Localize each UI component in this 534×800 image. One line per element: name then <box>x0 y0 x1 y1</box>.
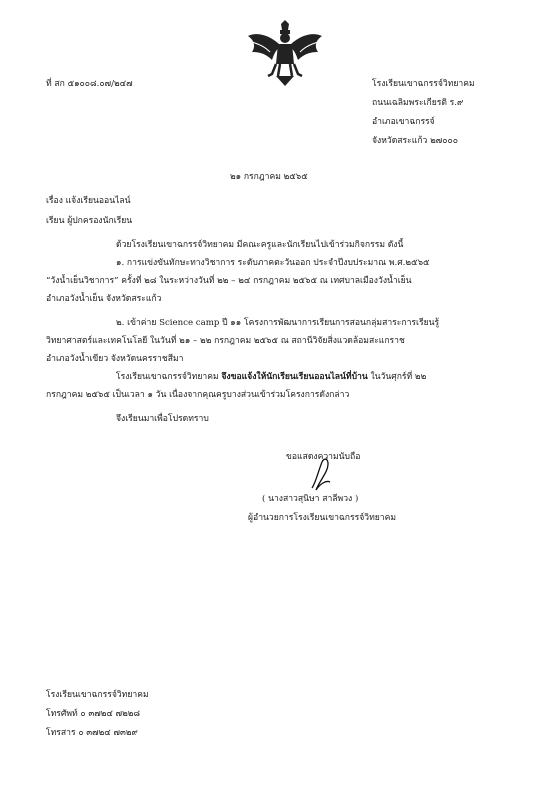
notice-line <box>116 372 426 383</box>
signature-mark <box>306 452 340 496</box>
signatory-name: ( นางสาวสุนิษา สาลีพวง ) <box>262 494 359 504</box>
reference-number: ที่ สก ๕๑๐๐๘.๐๗/๒๔๗ <box>46 79 133 89</box>
item2-line: ๒. เข้าค่าย Science camp ปี ๑๑ โครงการพัฒนาการเรียนการสอนกลุ่มสาระการเรียนรู้ <box>116 318 440 328</box>
closing-line: จึงเรียนมาเพื่อโปรดทราบ <box>116 414 209 424</box>
address-line: จังหวัดสระแก้ว ๒๗๐๐๐ <box>372 136 458 146</box>
notice-emphasis: จึงขอแจ้งให้นักเรียนเรียนออนไลน์ที่บ้าน <box>221 372 368 382</box>
address-line: ถนนเฉลิมพระเกียรติ ร.๙ <box>372 98 464 108</box>
item1-line: “วังน้ำเย็นวิชาการ” ครั้งที่ ๒๘ ในระหว่างวันที่ ๒๒ – ๒๔ กรกฎาคม ๒๕๖๕ ณ เทศบาลเมืองวังน้ำเย็น <box>46 276 412 286</box>
garuda-emblem-icon <box>246 20 324 88</box>
item2-line: วิทยาศาสตร์และเทคโนโลยี ในวันที่ ๒๑ – ๒๒ กรกฎาคม ๒๕๖๕ ณ สถานีวิจัยสิ่งแวดล้อมสะแกราช <box>46 336 405 346</box>
signatory-position: ผู้อำนวยการโรงเรียนเขาฉกรรจ์วิทยาคม <box>248 513 397 523</box>
notice-text: โรงเรียนเขาฉกรรจ์วิทยาคม <box>116 372 222 382</box>
notice-text: ในวันศุกร์ที่ ๒๒ <box>367 372 427 382</box>
footer-phone: โทรศัพท์ ๐ ๓๗๒๔ ๗๒๒๘ <box>46 709 141 719</box>
body-intro: ด้วยโรงเรียนเขาฉกรรจ์วิทยาคม มีคณะครูและนักเรียนไปเข้าร่วมกิจกรรม ดังนี้ <box>116 240 404 250</box>
letter-subject: เรื่อง แจ้งเรียนออนไลน์ <box>46 196 131 206</box>
address-line: อำเภอเขาฉกรรจ์ <box>372 117 435 127</box>
footer-fax: โทรสาร ๐ ๓๗๒๔ ๗๓๒๙ <box>46 728 138 738</box>
letter-date: ๒๑ กรกฎาคม ๒๕๖๕ <box>230 172 308 182</box>
regards-text: ขอแสดงความนับถือ <box>286 452 361 462</box>
address-line: โรงเรียนเขาฉกรรจ์วิทยาคม <box>372 79 475 89</box>
footer-org: โรงเรียนเขาฉกรรจ์วิทยาคม <box>46 690 149 700</box>
item2-line: อำเภอวังน้ำเขียว จังหวัดนครราชสีมา <box>46 354 184 364</box>
item1-line: ๑. การแข่งขันทักษะทางวิชาการ ระดับภาคตะวันออก ประจำปีงบประมาณ พ.ศ.๒๕๖๕ <box>116 258 430 268</box>
item1-line: อำเภอวังน้ำเย็น จังหวัดสระแก้ว <box>46 294 162 304</box>
letter-salutation: เรียน ผู้ปกครองนักเรียน <box>46 216 133 226</box>
notice-line-2: กรกฎาคม ๒๕๖๕ เป็นเวลา ๑ วัน เนื่องจากคุณครูบางส่วนเข้าร่วมโครงการดังกล่าว <box>46 390 350 400</box>
